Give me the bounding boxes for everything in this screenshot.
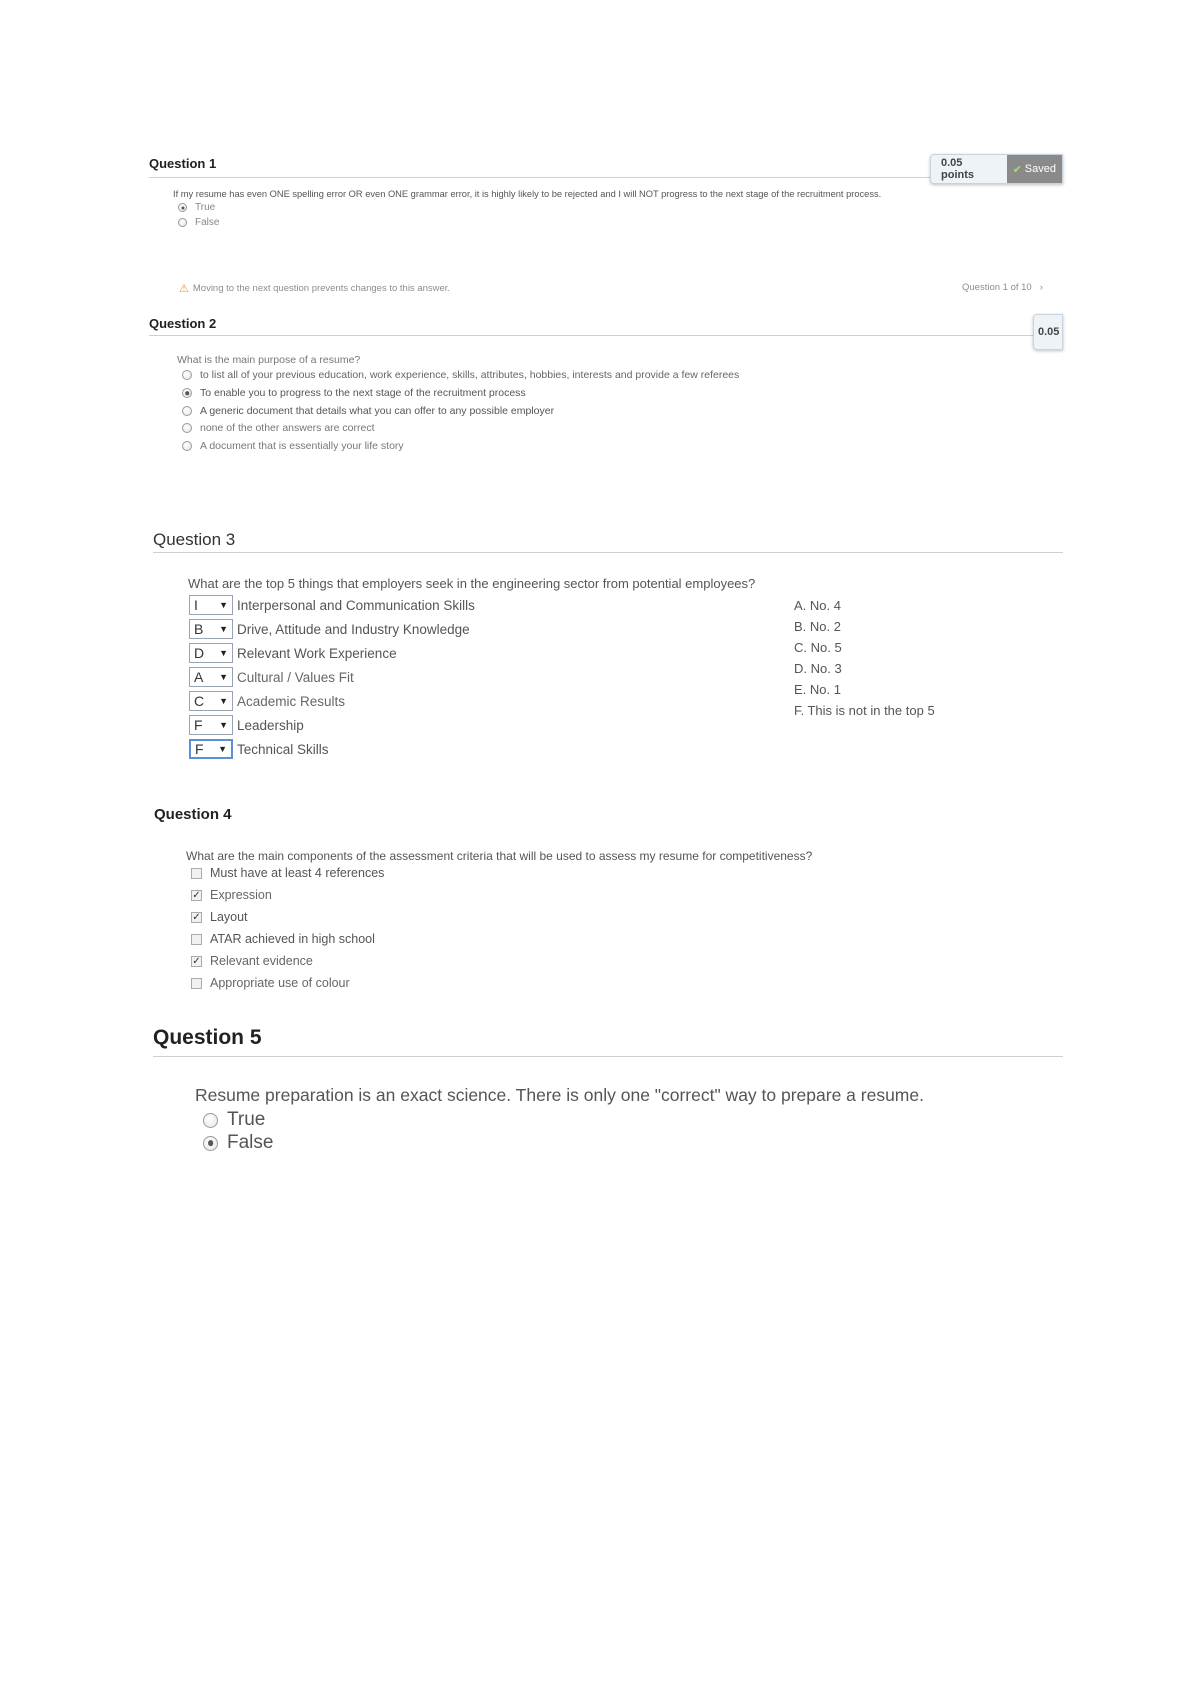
radio-button[interactable] xyxy=(182,388,192,398)
question-1-option-false[interactable] xyxy=(178,217,219,228)
question-5-title: Question 5 xyxy=(153,1026,262,1049)
match-select[interactable] xyxy=(189,667,233,687)
question-1-prompt: If my resume has even ONE spelling error OR even ONE grammar error, it is highly likely to be rejected and I will NOT progress to the next stage of the recruitment process. xyxy=(173,189,882,199)
answer-option-c: C. No. 5 xyxy=(794,640,842,655)
question-2-points-badge xyxy=(1033,314,1063,350)
question-1-option-true[interactable] xyxy=(178,202,215,213)
select-value: I xyxy=(194,597,198,613)
question-2-option-3[interactable] xyxy=(182,405,554,417)
option-label: True xyxy=(195,202,216,213)
option-label: To enable you to progress to the next stage of the recruitment process xyxy=(200,387,526,399)
warning-icon: ⚠ xyxy=(179,283,189,295)
item-label: Leadership xyxy=(237,717,304,733)
next-arrow-icon[interactable]: › xyxy=(1039,282,1043,293)
item-label: Academic Results xyxy=(237,693,346,709)
answer-option-a: A. No. 4 xyxy=(794,598,841,613)
question-4-option-4[interactable] xyxy=(191,932,375,946)
option-label: Layout xyxy=(210,910,248,924)
match-select[interactable] xyxy=(189,691,233,711)
dropdown-arrow-icon: ▼ xyxy=(219,672,228,682)
checkbox-checked[interactable]: ✓ xyxy=(192,889,201,901)
radio-button[interactable] xyxy=(178,218,187,227)
match-select[interactable] xyxy=(189,595,233,615)
option-label: True xyxy=(227,1109,266,1130)
match-select[interactable] xyxy=(189,739,233,759)
question-4-prompt: What are the main components of the assessment criteria that will be used to assess my resume for competitiveness? xyxy=(186,849,813,863)
radio-button[interactable] xyxy=(182,423,192,433)
question-3-item-1 xyxy=(189,595,475,615)
option-label: False xyxy=(195,217,220,228)
checkbox[interactable] xyxy=(191,934,202,945)
select-value: A xyxy=(194,669,204,685)
radio-button[interactable] xyxy=(203,1136,218,1151)
answer-option-e: E. No. 1 xyxy=(794,682,841,697)
question-counter-text: Question 1 of 10 xyxy=(962,282,1032,293)
select-value: B xyxy=(194,621,204,637)
dropdown-arrow-icon: ▼ xyxy=(219,720,228,730)
check-icon: ✔ xyxy=(1012,163,1022,176)
item-label: Cultural / Values Fit xyxy=(237,669,354,685)
question-2-option-1[interactable] xyxy=(182,369,739,381)
dropdown-arrow-icon: ▼ xyxy=(219,696,228,706)
item-label: Relevant Work Experience xyxy=(237,645,397,661)
question-5-option-true[interactable] xyxy=(203,1109,265,1131)
question-1-warning xyxy=(179,282,450,295)
question-3-item-3 xyxy=(189,643,397,663)
question-5-option-false[interactable] xyxy=(203,1132,273,1154)
question-counter xyxy=(962,282,1043,293)
option-label: Relevant evidence xyxy=(210,954,313,968)
answer-option-b: B. No. 2 xyxy=(794,619,841,634)
saved-label: Saved xyxy=(1024,163,1056,175)
question-2-divider xyxy=(149,335,1063,336)
radio-button[interactable] xyxy=(182,406,192,416)
dropdown-arrow-icon: ▼ xyxy=(218,744,227,754)
option-label: A generic document that details what you can offer to any possible employer xyxy=(200,405,555,417)
question-2-option-5[interactable] xyxy=(182,440,404,452)
select-value: C xyxy=(194,693,205,709)
question-2-points: 0.05 xyxy=(1038,326,1060,338)
question-2-option-2[interactable] xyxy=(182,387,526,399)
question-4-option-1[interactable] xyxy=(191,866,384,880)
question-3-item-6 xyxy=(189,715,304,735)
question-5-divider xyxy=(153,1056,1063,1057)
select-value: D xyxy=(194,645,205,661)
dropdown-arrow-icon: ▼ xyxy=(219,648,228,658)
match-select[interactable] xyxy=(189,643,233,663)
question-3-item-2 xyxy=(189,619,470,639)
question-4-option-2[interactable] xyxy=(191,888,272,902)
option-label: False xyxy=(227,1132,274,1153)
question-2-option-4[interactable] xyxy=(182,422,375,434)
checkbox-checked[interactable]: ✓ xyxy=(192,911,201,923)
question-3-item-5 xyxy=(189,691,345,711)
item-label: Drive, Attitude and Industry Knowledge xyxy=(237,621,470,637)
radio-button[interactable] xyxy=(182,370,192,380)
question-4-option-3[interactable] xyxy=(191,910,248,924)
dropdown-arrow-icon: ▼ xyxy=(219,624,228,634)
question-4-option-6[interactable] xyxy=(191,976,350,990)
question-3-title: Question 3 xyxy=(153,530,236,549)
checkbox[interactable] xyxy=(191,978,202,989)
radio-button[interactable] xyxy=(203,1113,218,1128)
option-label: ATAR achieved in high school xyxy=(210,932,375,946)
option-label: Appropriate use of colour xyxy=(210,976,350,990)
match-select[interactable] xyxy=(189,619,233,639)
answer-option-d: D. No. 3 xyxy=(794,661,842,676)
option-label: to list all of your previous education, work experience, skills, attributes, hobbies, interests and provide a few referees xyxy=(200,369,740,381)
question-4-option-5[interactable] xyxy=(191,954,313,968)
question-3-item-7 xyxy=(189,739,329,759)
question-3-item-4 xyxy=(189,667,354,687)
question-1-points: 0.05 points xyxy=(941,157,974,181)
option-label: none of the other answers are correct xyxy=(200,422,375,434)
option-label: Expression xyxy=(210,888,272,902)
question-4-title: Question 4 xyxy=(154,806,232,823)
question-3-prompt: What are the top 5 things that employers seek in the engineering sector from potential employees? xyxy=(188,576,756,591)
item-label: Technical Skills xyxy=(237,741,329,757)
question-1-title: Question 1 xyxy=(149,156,217,171)
warning-text: Moving to the next question prevents changes to this answer. xyxy=(192,283,451,294)
question-1-points-badge xyxy=(930,154,1063,184)
question-1-divider xyxy=(149,177,1063,178)
select-value: F xyxy=(194,717,203,733)
answer-option-f: F. This is not in the top 5 xyxy=(794,703,935,718)
option-label: A document that is essentially your life story xyxy=(200,440,404,452)
dropdown-arrow-icon: ▼ xyxy=(219,600,228,610)
radio-button[interactable] xyxy=(178,203,187,212)
checkbox[interactable] xyxy=(191,868,202,879)
option-label: Must have at least 4 references xyxy=(210,866,385,880)
question-1-saved-status xyxy=(1007,155,1062,183)
question-5-prompt: Resume preparation is an exact science. There is only one "correct" way to prepare a resume. xyxy=(195,1085,924,1105)
match-select[interactable] xyxy=(189,715,233,735)
item-label: Interpersonal and Communication Skills xyxy=(237,597,475,613)
checkbox-checked[interactable]: ✓ xyxy=(192,955,201,967)
radio-button[interactable] xyxy=(182,441,192,451)
question-3-divider xyxy=(153,552,1063,553)
question-2-title: Question 2 xyxy=(149,316,217,331)
question-2-prompt: What is the main purpose of a resume? xyxy=(177,354,361,366)
select-value: F xyxy=(195,741,204,757)
